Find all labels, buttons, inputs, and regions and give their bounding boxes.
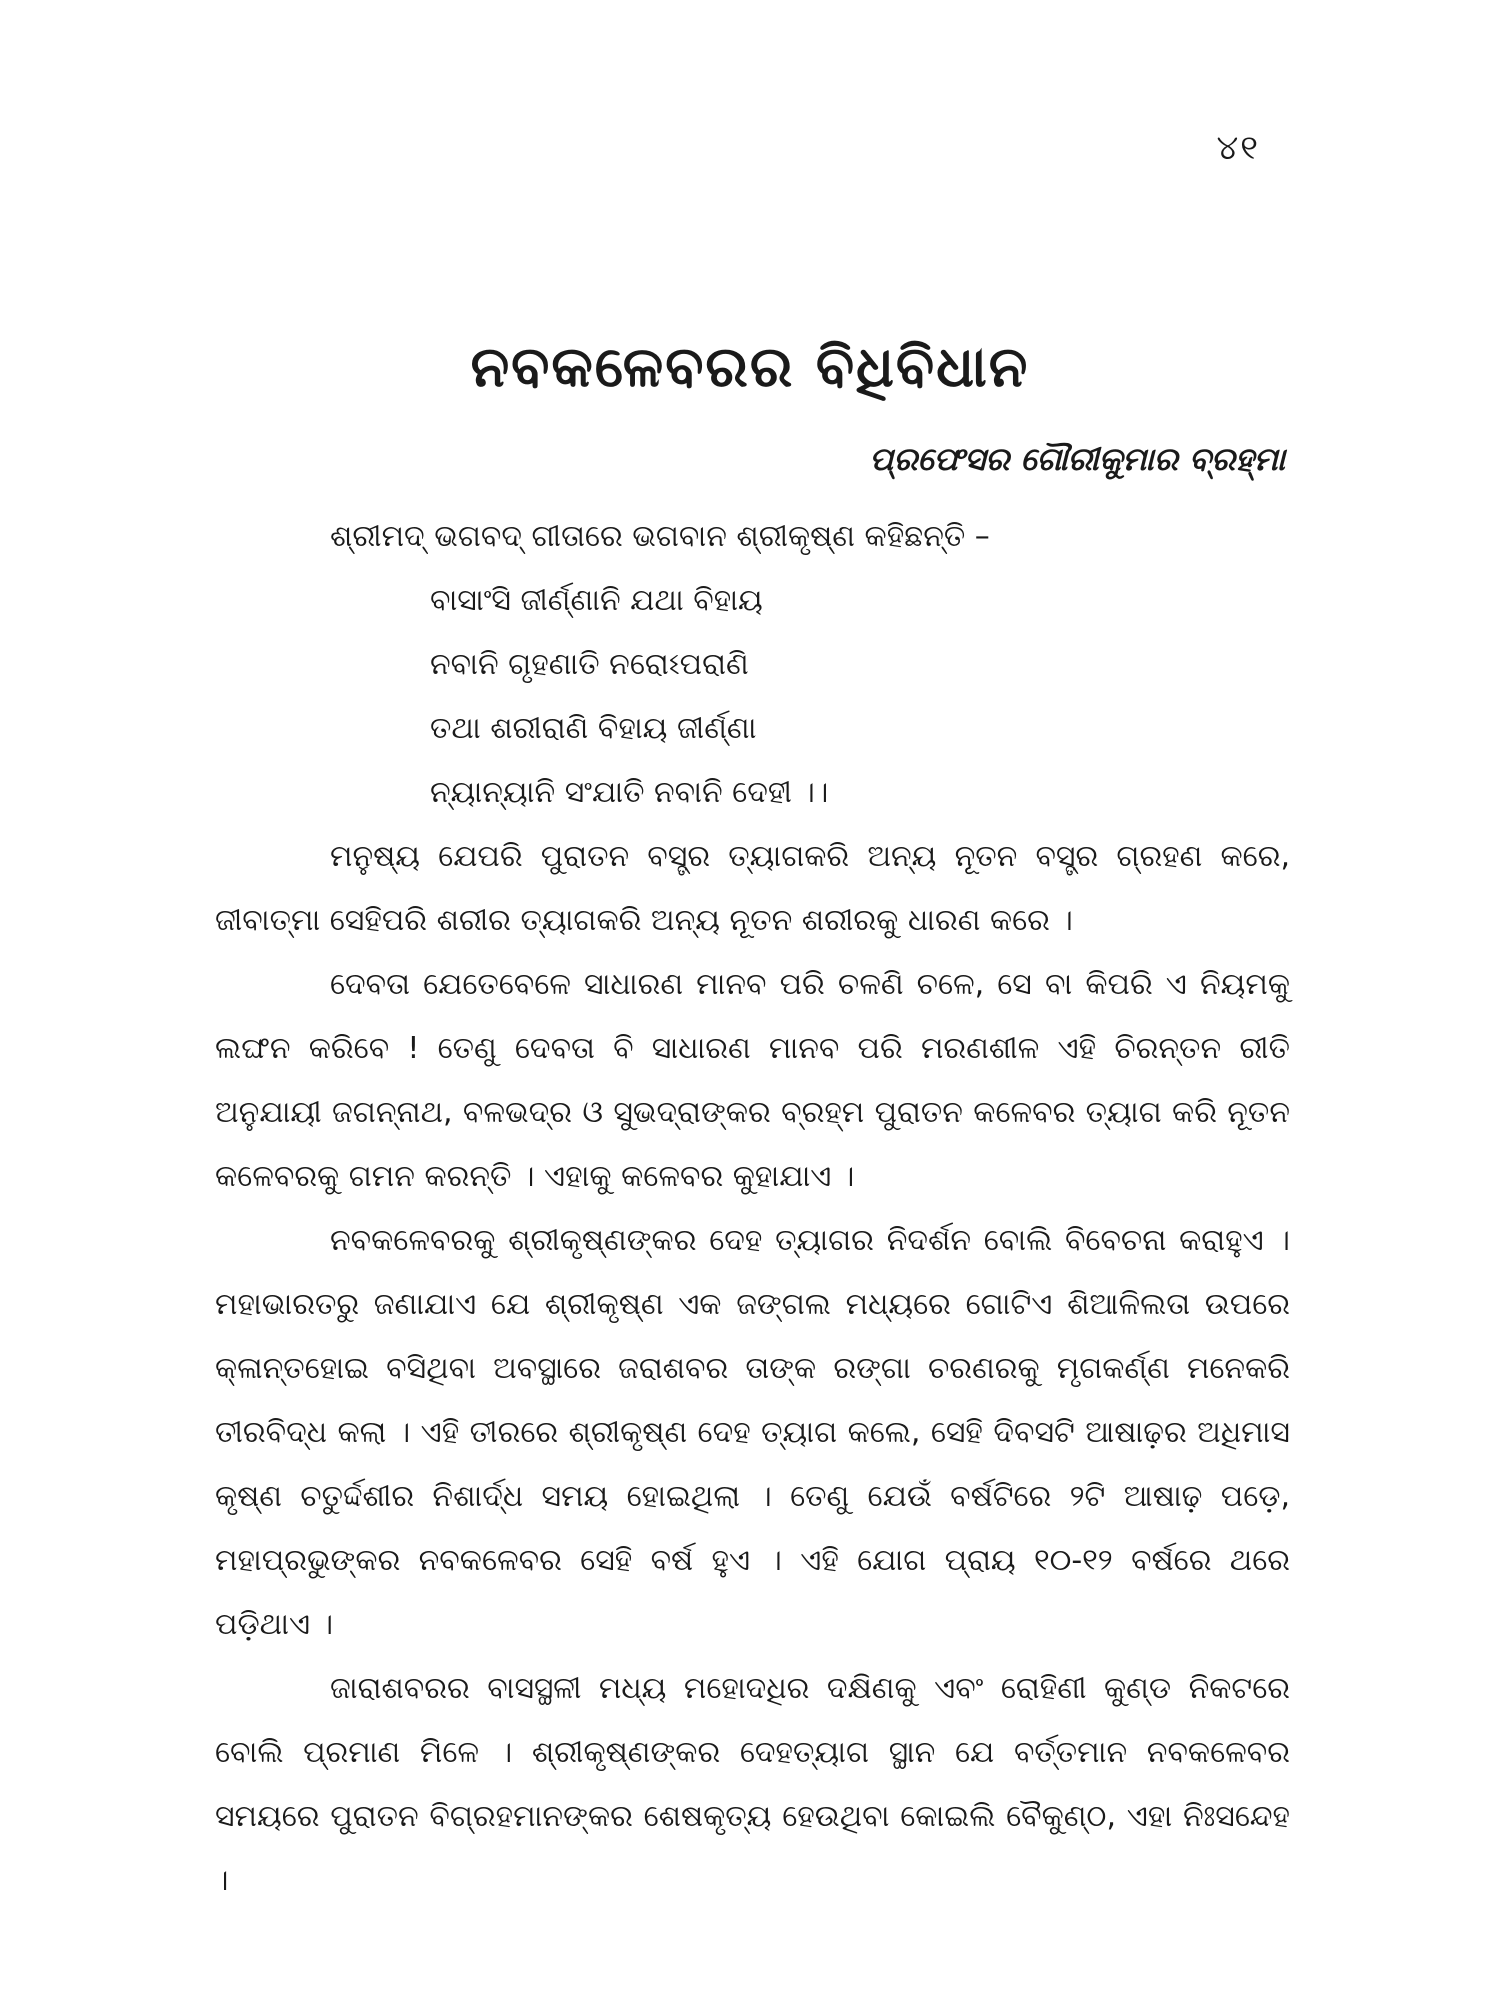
verse-line: ନବାନି ଗୃହଣାତି ନରୋଽପରାଣି bbox=[430, 647, 749, 682]
sanskrit-verse bbox=[430, 569, 1290, 825]
paragraph: ନବକଳେବରକୁ ଶ୍ରୀକୃଷ୍ଣଙ୍କର ଦେହ ତ୍ୟାଗର ନିଦର୍ଶନ ବୋଲି ବିବେଚନା କରାହୁଏ । ମହାଭାରତରୁ ଜଣାଯାଏ ଯେ ଶ୍ରୀକୃଷ୍ଣ ଏକ ଜଙ୍ଗଲ ମଧ୍ୟରେ ଗୋଟିଏ ଶିଆଳିଲତା ଉପରେ କ୍ଳାନ୍ତହୋଇ ବସିଥିବା ଅବସ୍ଥାରେ ଜରାଶବର ତାଙ୍କ ରଙ୍ଗା ଚରଣରକୁ ମୃଗକର୍ଣ୍ଣ ମନେକରି ତୀରବିଦ୍ଧ କଲା । ଏହି ତୀରରେ ଶ୍ରୀକୃଷ୍ଣ ଦେହ ତ୍ୟାଗ କଲେ, ସେହି ଦିବସଟି ଆଷାଢ଼ର ଅଧିମାସ କୃଷ୍ଣ ଚତୁର୍ଦ୍ଦଶୀର ନିଶାର୍ଦ୍ଧ ସମୟ ହୋଇଥିଲା । ତେଣୁ ଯେଉଁ ବର୍ଷଟିରେ ୨ଟି ଆଷାଢ଼ ପଡ଼େ, ମହାପ୍ରଭୁଙ୍କର ନବକଳେବର ସେହି ବର୍ଷ ହୁଏ । ଏହି ଯୋଗ ପ୍ରାୟ ୧୦-୧୨ ବର୍ଷରେ ଥରେ ପଡ଼ିଥାଏ । bbox=[215, 1223, 1290, 1642]
paragraph: ମନୁଷ୍ୟ ଯେପରି ପୁରାତନ ବସ୍ତ୍ର ତ୍ୟାଗକରି ଅନ୍ୟ ନୂତନ ବସ୍ତ୍ର ଗ୍ରହଣ କରେ, ଜୀବାତ୍ମା ସେହିପରି ଶରୀର ତ୍ୟାଗକରି ଅନ୍ୟ ନୂତନ ଶରୀରକୁ ଧାରଣ କରେ । bbox=[215, 839, 1290, 938]
page-number: ୪୧ bbox=[1216, 128, 1260, 168]
article-title: ନବକଳେବରର ବିଧିବିଧାନ bbox=[470, 335, 1030, 400]
article-body bbox=[215, 505, 1290, 1913]
verse-line: ତଥା ଶରୀରାଣି ବିହାୟ ଜୀର୍ଣ୍ଣା bbox=[430, 711, 757, 746]
paragraph: ଦେବତା ଯେତେବେଳେ ସାଧାରଣ ମାନବ ପରି ଚଳଣି ଚଳେ, ସେ ବା କିପରି ଏ ନିୟମକୁ ଲଙ୍ଘନ କରିବେ ! ତେଣୁ ଦେବତା ବି ସାଧାରଣ ମାନବ ପରି ମରଣଶୀଳ ଏହି ଚିରନ୍ତନ ରୀତି ଅନୁଯାୟୀ ଜଗନ୍ନାଥ, ବଳଭଦ୍ର ଓ ସୁଭଦ୍ରାଙ୍କର ବ୍ରହ୍ମ ପୁରାତନ କଳେବର ତ୍ୟାଗ କରି ନୂତନ କଳେବରକୁ ଗମନ କରନ୍ତି । ଏହାକୁ କଳେବର କୁହାଯାଏ । bbox=[215, 967, 1290, 1194]
article-author: ପ୍ରଫେସର ଗୌରୀକୁମାର ବ୍ରହ୍ମା bbox=[869, 440, 1285, 478]
intro-line: ଶ୍ରୀମଦ୍ ଭଗବଦ୍ ଗୀତାରେ ଭଗବାନ ଶ୍ରୀକୃଷ୍ଣ କହିଛନ୍ତି – bbox=[330, 519, 990, 554]
verse-line: ନ୍ୟାନ୍ୟାନି ସଂଯାତି ନବାନି ଦେହୀ ।। bbox=[430, 775, 829, 810]
verse-line: ବାସାଂସି ଜୀର୍ଣ୍ଣାନି ଯଥା ବିହାୟ bbox=[430, 583, 763, 618]
paragraph: ଜାରାଶବରର ବାସସ୍ଥଳୀ ମଧ୍ୟ ମହୋଦଧିର ଦକ୍ଷିଣକୁ ଏବଂ ରୋହିଣୀ କୁଣ୍ଡ ନିକଟରେ ବୋଲି ପ୍ରମାଣ ମିଳେ । ଶ୍ରୀକୃଷ୍ଣଙ୍କର ଦେହତ୍ୟାଗ ସ୍ଥାନ ଯେ ବର୍ତ୍ତମାନ ନବକଳେବର ସମୟରେ ପୁରାତନ ବିଗ୍ରହମାନଙ୍କର ଶେଷକୃତ୍ୟ ହେଉଥିବା କୋଇଲି ବୈକୁଣ୍ଠ, ଏହା ନିଃସନ୍ଦେହ । bbox=[215, 1671, 1290, 1898]
